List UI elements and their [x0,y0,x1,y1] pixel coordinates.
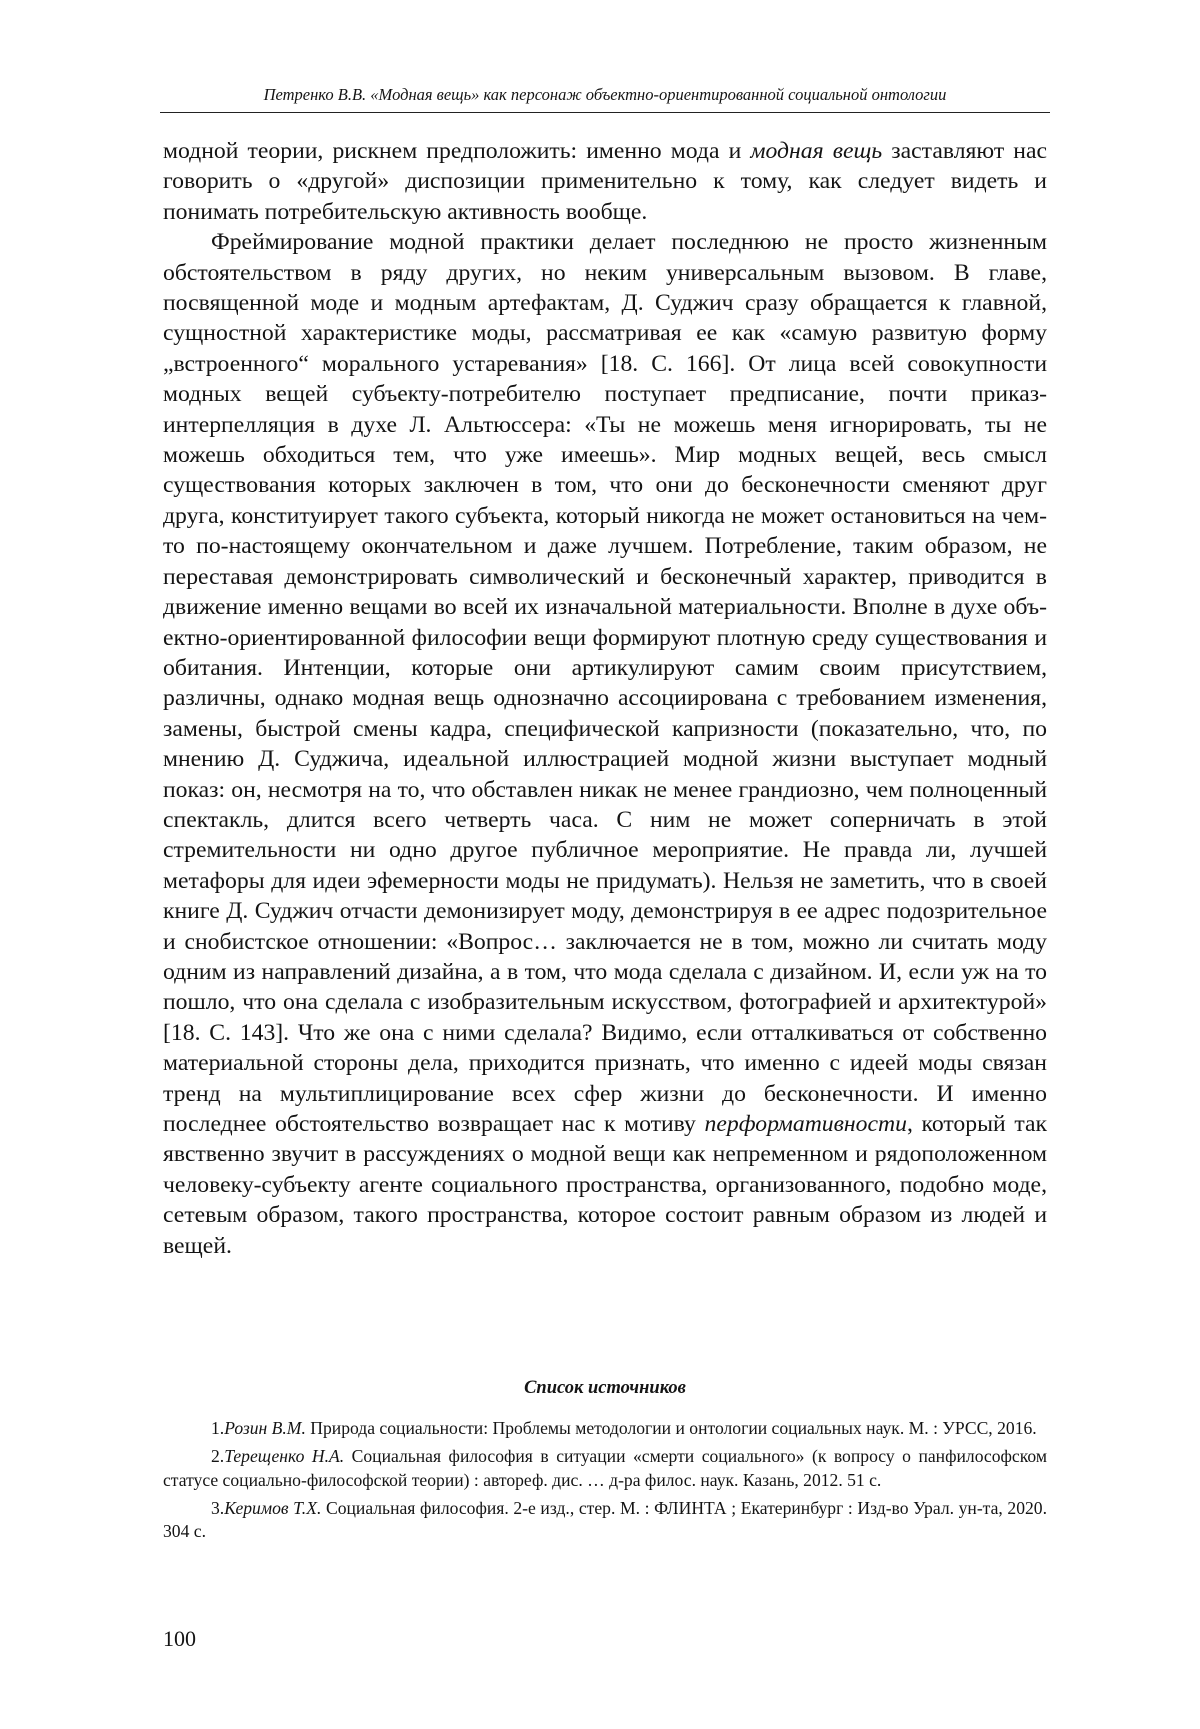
page-number: 100 [163,1626,196,1651]
reference-text: Природа социальности: Проблемы методологии и онтологии социальных наук. М. : УРСС, 2016. [305,1418,1037,1438]
reference-author: Розин В.М. [224,1418,306,1438]
paragraph-2-part-1: Фреймирование модной практики делает последнюю не просто жизненным обстоятельством в ряду других, но неким универсальным вызовом. В главе, посвященной моде и модным артефактам, Д. Суджич сразу обращается к главной, сущностной характеристике моды, рассматривая ее как «самую развитую форму „встроенного“ морального устаревания» [18. С. 166]. От лица всей совокупности модных вещей субъекту-потребителю поступает предписание, почти приказ-интерпелляция в духе Л. Альтюссера: «Ты не можешь меня игнорировать, ты не можешь обходиться тем, что уже имеешь». Мир модных вещей, весь смысл существования которых заключен в том, что они до бесконечности сменяют друг друга, конституирует такого субъекта, который никогда не может остановиться на чем-то по-настоящему окончательном и даже лучшем. Потребление, таким образом, не переставая демонстрировать символический и бесконечный характер, приводится в движение именно вещами во всей их изначальной материальности. Вполне в духе объектно-ориентированной философии вещи формируют плотную среду существования и обитания. Интенции, которые они артикулируют самим своим присутствием, различны, однако модная вещь однозначно ассоциирована с требованием изменения, замены, быстрой смены кадра, специфической капризности (показательно, что, по мнению Д. Суджича, идеальной иллюстрацией модной жизни выступает модный показ: он, несмотря на то, что обставлен никак не менее грандиозно, чем полноценный спектакль, длится всего четверть часа. С ним не может соперничать в этой стремительности ни одно другое публичное мероприятие. Не правда ли, лучшей метафоры для идеи эфемерности моды не придумать). Нельзя не заметить, что в своей книге Д. Суджич отчасти демонизирует моду, демонстрируя в ее адрес подозрительное и снобистское отношении: «Вопрос… заключается не в том, можно ли считать моду одним из направлений дизайна, а в том, что мода сделала с дизайном. И, если уж на то пошло, что она сделала с изобразительным искусством, фотографией и архитектурой» [18. С. 143]. Что же она с ними сделала? Видимо, если отталкиваться от собственно материальной стороны дела, приходится признать, что именно с идеей моды связан тренд на мультиплицирование всех сфер жизни до бесконечности. И именно последнее обстоятельство возвращает нас к мотиву [163,229,1047,1137]
reference-number: 2. [211,1446,225,1467]
reference-text: Социальная философия в ситуации «смерти социального» (к вопросу о панфилософском статусе социально-философской теории) : автореф. дис. … д-ра филос. наук. Казань, 2012. 51 с. [163,1446,1047,1490]
paragraph-2-emphasis: перформативности [704,1111,907,1137]
paragraph-1-part-2: заставляют нас говорить о «другой» диспозиции применительно к тому, как следует видеть и понимать потребительскую активность вообще. [163,138,1047,225]
reference-item [163,1445,1047,1492]
references-heading: Список источников [524,1378,686,1398]
references-list [163,1417,1047,1548]
reference-text: Социальная философия. 2-е изд., стер. М. : ФЛИНТА ; Екатеринбург : Изд-во Урал. ун-та, 2020. 304 с. [163,1497,1047,1542]
paragraph-1-emphasis: модная вещь [750,138,883,164]
reference-author: Керимов Т.Х. [224,1497,322,1518]
paragraph-1-part-1: модной теории, рискнем предположить: именно мода и [163,138,751,164]
header-rule [160,112,1050,113]
running-header: Петренко В.В. «Модная вещь» как персонаж объектно-ориентированной социальной онтологии [263,85,947,104]
paragraph-2-part-2: , который так явственно звучит в рассуждениях о модной вещи как непременном и рядоположенном человеку-субъекту агенте социального пространства, организованного, подобно моде, сетевым образом, такого пространства, которое состоит равным образом из людей и вещей. [163,1111,1047,1259]
reference-number: 3. [211,1497,225,1518]
paragraph-1 [163,136,1047,227]
paragraph-2 [163,227,1047,1261]
main-text [163,136,1047,1261]
reference-item [163,1417,1047,1440]
reference-item [163,1497,1047,1544]
reference-number: 1. [211,1418,225,1438]
reference-author: Терещенко Н.А. [224,1446,345,1467]
